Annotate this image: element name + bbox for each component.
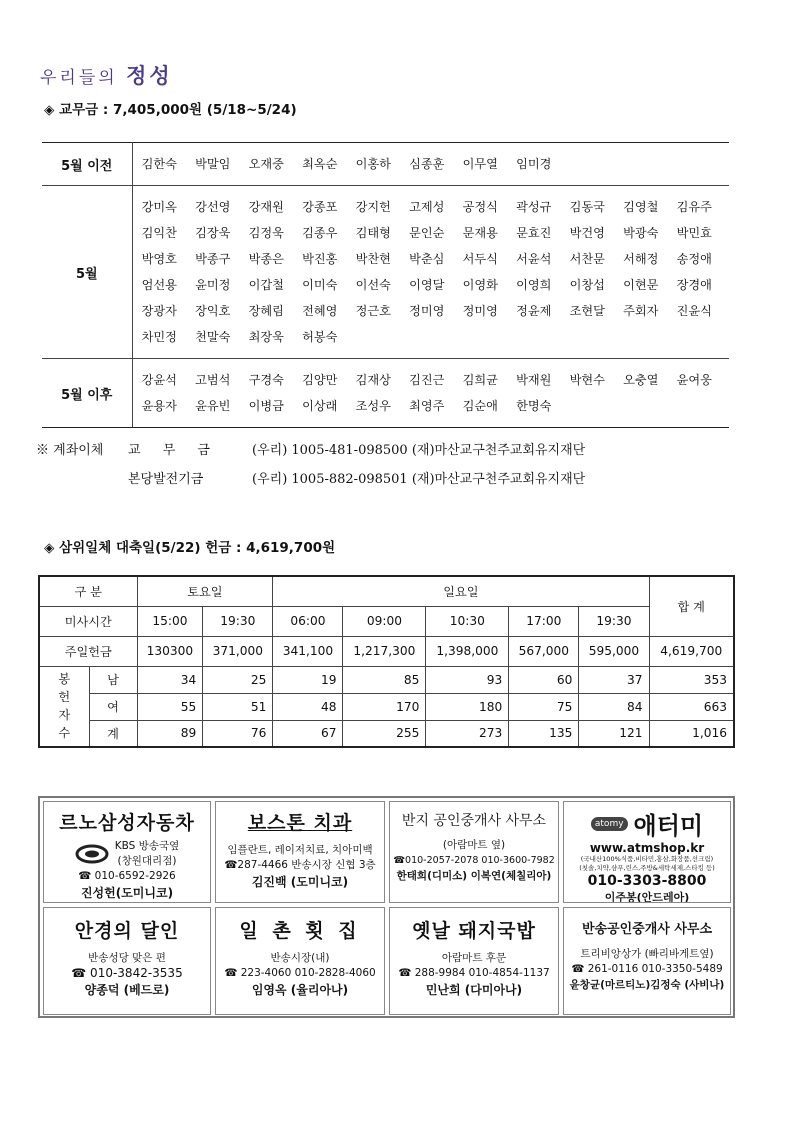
donor-name: 박영호 [141, 252, 177, 266]
donor-name: 조현달 [569, 304, 605, 318]
donor-name: 이영화 [462, 278, 498, 292]
donor-name: 이홍하 [355, 157, 391, 171]
donor-name: 김순애 [462, 399, 498, 413]
transfer-name: 본당발전기금 [128, 472, 204, 487]
donor-name: 이무열 [462, 157, 498, 171]
cash-value: 1,217,300 [343, 636, 426, 666]
donor-name: 김태형 [355, 226, 391, 240]
donor-name: 공정식 [462, 200, 498, 214]
giver-value: 60 [509, 666, 579, 693]
donor-name: 박말임 [195, 157, 231, 171]
saturday-header: 토요일 [137, 576, 273, 606]
donor-name: 곽성규 [516, 200, 552, 214]
giver-count-label: 봉 헌 자 수 [39, 666, 89, 747]
donor-name: 박진홍 [302, 252, 338, 266]
title-emphasis: 정성 [126, 63, 173, 88]
donor-name: 김동국 [569, 200, 605, 214]
ad-boston-dental: 보스톤 치과 임플란트, 레이저치료, 치아미백 ☎287-4466 반송시장 신협 3층 김진백 (도미니코) [215, 801, 385, 903]
donation-group-row [42, 143, 729, 186]
page-title [40, 60, 173, 90]
donor-name: 정윤제 [516, 304, 552, 318]
donor-name: 윤미정 [195, 278, 231, 292]
donor-name: 장경애 [676, 278, 712, 292]
giver-value: 89 [137, 720, 203, 747]
cash-value: 567,000 [509, 636, 579, 666]
mass-time: 19:30 [203, 606, 273, 636]
donor-name: 김영철 [623, 200, 659, 214]
donor-name: 서해정 [623, 252, 659, 266]
giver-value: 51 [203, 693, 273, 720]
donor-name: 정미영 [409, 304, 445, 318]
cash-value: 341,100 [273, 636, 343, 666]
donor-name: 고제성 [409, 200, 445, 214]
donation-group-label: 5월 이전 [42, 143, 132, 186]
donor-name: 전혜영 [302, 304, 338, 318]
donor-name: 강종포 [302, 200, 338, 214]
donation-heading: ◈ 교무금 : 7,405,000원 (5/18~5/24) [44, 102, 297, 118]
transfer-row-1 [36, 439, 585, 458]
ad-renault: 르노삼성자동차 KBS 방송국옆 (창원대리점) ☎ 010-6592-2926 진성헌(도미니코) [43, 801, 211, 903]
donor-name: 엄선용 [141, 278, 177, 292]
donor-name: 서윤석 [516, 252, 552, 266]
donation-group-row [42, 186, 729, 359]
giver-value: 273 [426, 720, 509, 747]
donor-name: 이영달 [409, 278, 445, 292]
donor-name: 이갑철 [248, 278, 284, 292]
donor-name: 김정욱 [248, 226, 284, 240]
transfer-account: (우리) 1005-481-098500 (재)마산교구천주교회유지재단 [252, 443, 586, 458]
donor-name: 김한숙 [141, 157, 177, 171]
ad-banji-realestate: 반지 공인중개사 사무소 (아람마트 옆) ☎010-2057-2078 010-3600-7982 한태희(디미소) 이복연(체칠리아) [389, 801, 559, 903]
donor-name: 문인순 [409, 226, 445, 240]
cash-label: 주일헌금 [39, 636, 137, 666]
ad-ilchon-sushi: 일 촌 횟 집 반송시장(내) ☎ 223-4060 010-2828-4060 임영옥 (율리아나) [215, 907, 385, 1015]
title-prefix: 우리들의 [40, 68, 118, 88]
donor-name: 이상래 [302, 399, 338, 413]
donor-name: 박종구 [195, 252, 231, 266]
mass-time: 09:00 [343, 606, 426, 636]
donation-table [42, 142, 729, 428]
donor-name: 이영희 [516, 278, 552, 292]
transfer-account: (우리) 1005-882-098501 (재)마산교구천주교회유지재단 [252, 472, 586, 487]
cash-value: 371,000 [203, 636, 273, 666]
donor-name: 김종우 [302, 226, 338, 240]
donor-name: 윤여웅 [676, 373, 712, 387]
donor-name: 박재원 [516, 373, 552, 387]
giver-value: 76 [203, 720, 273, 747]
ad-gukbap: 옛날 돼지국밥 아람마트 후문 ☎ 288-9984 010-4854-1137 민난희 (다미아나) [389, 907, 559, 1015]
ad-glasses: 안경의 달인 반송성당 맞은 편 ☎ 010-3842-3535 양종덕 (베드로) [43, 907, 211, 1015]
col-label: 구 분 [39, 576, 137, 606]
donation-group-label: 5월 [42, 186, 132, 359]
cash-total: 4,619,700 [649, 636, 734, 666]
giver-value: 19 [273, 666, 343, 693]
donor-name: 최옥순 [302, 157, 338, 171]
donor-name: 문재용 [462, 226, 498, 240]
cash-value: 595,000 [579, 636, 649, 666]
donor-name: 강미옥 [141, 200, 177, 214]
donor-name: 이병금 [248, 399, 284, 413]
donor-name: 김양만 [302, 373, 338, 387]
cash-value: 1,398,000 [426, 636, 509, 666]
donor-name: 이선숙 [355, 278, 391, 292]
donor-name: 김희균 [462, 373, 498, 387]
donor-name: 한명숙 [516, 399, 552, 413]
donor-names [132, 359, 729, 428]
giver-value: 180 [426, 693, 509, 720]
donor-name: 이현문 [623, 278, 659, 292]
total-header: 합 계 [649, 576, 734, 636]
donor-name: 윤용자 [141, 399, 177, 413]
donor-names [132, 186, 729, 359]
donation-group-label: 5월 이후 [42, 359, 132, 428]
donor-name: 주회자 [623, 304, 659, 318]
giver-value: 93 [426, 666, 509, 693]
donor-name: 송정애 [676, 252, 712, 266]
donor-name: 진윤식 [676, 304, 712, 318]
giver-value: 34 [137, 666, 203, 693]
collection-table [38, 575, 735, 748]
giver-value: 170 [343, 693, 426, 720]
giver-total: 353 [649, 666, 734, 693]
transfer-row-2 [36, 468, 585, 487]
transfer-name: 교 무 금 [128, 443, 219, 458]
giver-value: 85 [343, 666, 426, 693]
donor-name: 정근호 [355, 304, 391, 318]
mass-time: 17:00 [509, 606, 579, 636]
donor-name: 박찬현 [355, 252, 391, 266]
donor-name: 이창섭 [569, 278, 605, 292]
donor-name: 서두식 [462, 252, 498, 266]
donor-name: 강선영 [195, 200, 231, 214]
giver-total: 1,016 [649, 720, 734, 747]
donor-name: 김익찬 [141, 226, 177, 240]
donor-name: 천말숙 [195, 330, 231, 344]
collection-heading: ◈ 삼위일체 대축일(5/22) 헌금 : 4,619,700원 [44, 540, 336, 556]
donor-name: 심종훈 [409, 157, 445, 171]
giver-value: 255 [343, 720, 426, 747]
giver-value: 25 [203, 666, 273, 693]
donor-name: 오충열 [623, 373, 659, 387]
donor-name: 구경숙 [248, 373, 284, 387]
giver-value: 55 [137, 693, 203, 720]
donor-name: 서찬문 [569, 252, 605, 266]
atomy-logo-icon: atomy [591, 817, 628, 831]
ad-atomy: atomy 애터미 www.atmshop.kr (국내산100%식품,비타민,홍삼,화장품,선크림) (칫솔,치약,샴푸,린스,주방&세탁세제,스타킹 등) 010-3303-8800 이주봉(안드레아) [563, 801, 731, 903]
donor-name: 차민정 [141, 330, 177, 344]
ad-bansong-realestate: 반송공인중개사 사무소 트리비앙상가 (빠리바게트옆) ☎ 261-0116 010-3350-5489 윤창균(마르티노)김정숙 (사비나) [563, 907, 731, 1015]
donor-name: 김진근 [409, 373, 445, 387]
sunday-header: 일요일 [273, 576, 649, 606]
giver-value: 84 [579, 693, 649, 720]
donor-name: 김장욱 [195, 226, 231, 240]
ads-panel [38, 796, 735, 1018]
mass-time: 06:00 [273, 606, 343, 636]
donor-name: 강지헌 [355, 200, 391, 214]
donation-group-row [42, 359, 729, 428]
donor-name: 문효진 [516, 226, 552, 240]
mass-time-label: 미사시간 [39, 606, 137, 636]
donor-name: 박춘심 [409, 252, 445, 266]
row-label: 남 [89, 666, 137, 693]
donor-name: 장익호 [195, 304, 231, 318]
donor-name: 강재원 [248, 200, 284, 214]
donor-name: 윤유빈 [195, 399, 231, 413]
donor-name: 이미숙 [302, 278, 338, 292]
donor-name: 김재상 [355, 373, 391, 387]
donor-name: 임미경 [516, 157, 552, 171]
donor-name: 박민효 [676, 226, 712, 240]
renault-logo-icon [75, 843, 109, 865]
mass-time: 10:30 [426, 606, 509, 636]
donor-name: 조성우 [355, 399, 391, 413]
row-label: 여 [89, 693, 137, 720]
donor-name: 최영주 [409, 399, 445, 413]
donor-name: 박현수 [569, 373, 605, 387]
giver-value: 67 [273, 720, 343, 747]
donor-name: 최장욱 [248, 330, 284, 344]
donor-name: 고범석 [195, 373, 231, 387]
donor-name: 박광숙 [623, 226, 659, 240]
donor-name: 장광자 [141, 304, 177, 318]
donor-name: 박건영 [569, 226, 605, 240]
donor-names [132, 143, 729, 186]
giver-value: 48 [273, 693, 343, 720]
transfer-note-mark: ※ 계좌이체 [36, 443, 104, 458]
donor-name: 장혜림 [248, 304, 284, 318]
giver-value: 75 [509, 693, 579, 720]
donor-name: 정미영 [462, 304, 498, 318]
donor-name: 강윤석 [141, 373, 177, 387]
row-label: 계 [89, 720, 137, 747]
donor-name: 박종은 [248, 252, 284, 266]
cash-value: 130300 [137, 636, 203, 666]
giver-value: 135 [509, 720, 579, 747]
giver-value: 37 [579, 666, 649, 693]
donor-name: 오재중 [248, 157, 284, 171]
donor-name: 허봉숙 [302, 330, 338, 344]
mass-time: 15:00 [137, 606, 203, 636]
giver-value: 121 [579, 720, 649, 747]
donor-name: 김유주 [676, 200, 712, 214]
giver-total: 663 [649, 693, 734, 720]
mass-time: 19:30 [579, 606, 649, 636]
